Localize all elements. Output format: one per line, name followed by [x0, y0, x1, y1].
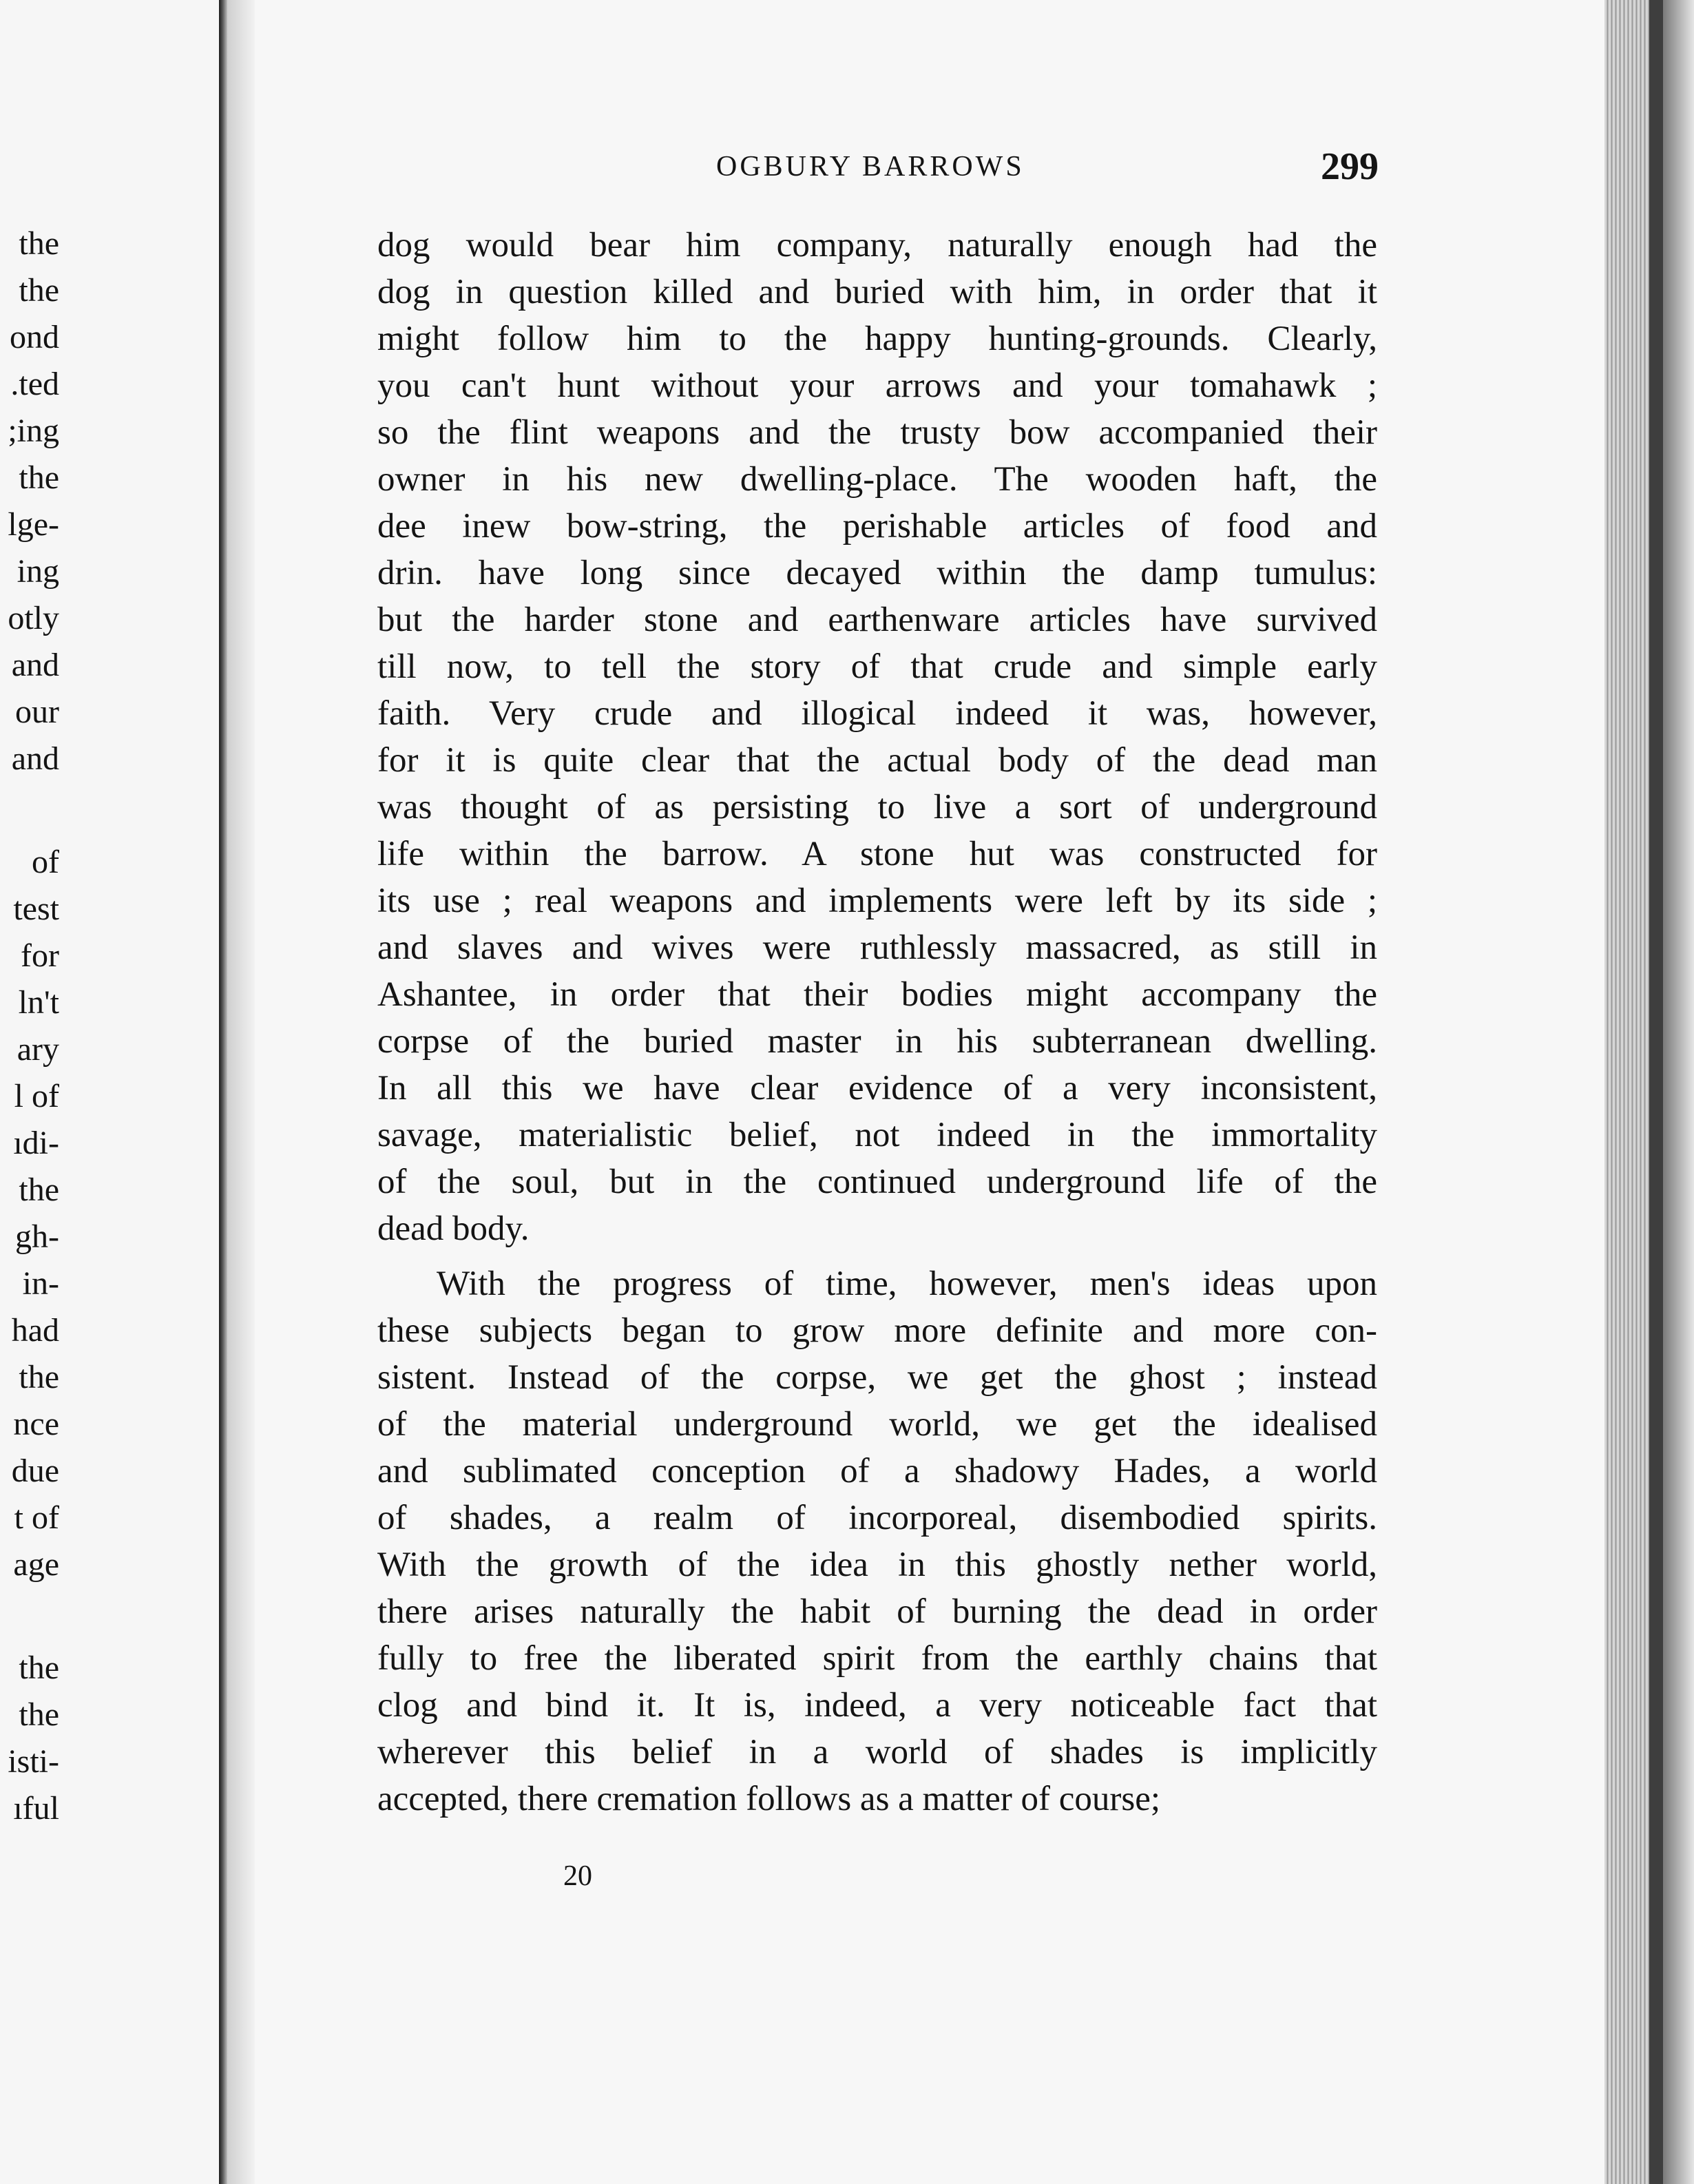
left-page-line-fragment: ing	[17, 553, 59, 590]
left-page-line-fragment: the	[19, 1172, 59, 1208]
gutter-shadow	[227, 0, 255, 2184]
text-line: drin. have long since decayed within the damp tumulus:	[377, 554, 1377, 592]
paragraph	[377, 222, 1377, 1252]
text-line: sistent. Instead of the corpse, we get the ghost ; instead	[377, 1358, 1377, 1397]
left-page-line-fragment: ln't	[18, 984, 59, 1021]
text-line: dog would bear him company, naturally enough had the	[377, 226, 1377, 264]
left-page-line-fragment: the	[19, 1650, 59, 1686]
text-line: life within the barrow. A stone hut was constructed for	[377, 835, 1377, 873]
left-page-line-fragment: ond	[10, 319, 59, 355]
text-line: corpse of the buried master in his subterranean dwelling.	[377, 1022, 1377, 1061]
text-line: wherever this belief in a world of shades is implicitly	[377, 1733, 1377, 1771]
left-page-line-fragment: ary	[17, 1031, 59, 1068]
text-line: and sublimated conception of a shadowy Hades, a world	[377, 1452, 1377, 1490]
text-line: In all this we have clear evidence of a very inconsistent,	[377, 1069, 1377, 1107]
left-page-line-fragment: nce	[13, 1406, 59, 1442]
text-line: accepted, there cremation follows as a matter of course;	[377, 1780, 1161, 1818]
left-page-line-fragment: and	[11, 647, 59, 683]
text-line: faith. Very crude and illogical indeed it was, however,	[377, 694, 1377, 733]
page-number: 299	[1321, 145, 1379, 188]
signature-mark: 20	[563, 1860, 592, 1892]
left-page-line-fragment: of	[32, 844, 59, 880]
text-line: but the harder stone and earthenware articles have survived	[377, 601, 1377, 639]
paragraph-gap	[377, 1252, 1377, 1260]
text-line: With the growth of the idea in this ghostly nether world,	[377, 1546, 1377, 1584]
text-line: owner in his new dwelling-place. The wooden haft, the	[377, 460, 1377, 499]
text-line: savage, materialistic belief, not indeed in the immortality	[377, 1116, 1377, 1154]
left-page-line-fragment: for	[21, 937, 59, 974]
left-page-line-fragment: the	[19, 459, 59, 496]
text-line: With the progress of time, however, men's ideas upon	[437, 1265, 1377, 1303]
text-line: you can't hunt without your arrows and your tomahawk ;	[377, 366, 1377, 405]
left-page-line-fragment: test	[13, 891, 59, 927]
body-text	[377, 222, 1377, 1822]
text-line: of the soul, but in the continued underground life of the	[377, 1163, 1377, 1201]
left-page-fragment	[0, 0, 219, 2184]
running-head: OGBURY BARROWS	[716, 151, 1025, 183]
left-page-line-fragment: had	[11, 1312, 59, 1349]
gutter-line	[219, 0, 227, 2184]
text-line: might follow him to the happy hunting-grounds. Clearly,	[377, 320, 1377, 358]
left-page-line-fragment: the	[19, 1359, 59, 1395]
left-page-line-fragment: due	[11, 1453, 59, 1489]
left-page-line-fragment: isti-	[8, 1743, 59, 1780]
paragraph	[377, 1260, 1377, 1822]
text-line: there arises naturally the habit of burning the dead in order	[377, 1592, 1377, 1631]
left-page-line-fragment: ıdi-	[13, 1125, 59, 1161]
text-line: and slaves and wives were ruthlessly massacred, as still in	[377, 928, 1377, 967]
left-page-line-fragment: ıful	[13, 1790, 59, 1827]
page-edge-shadow	[1649, 0, 1663, 2184]
text-line: Ashantee, in order that their bodies might accompany the	[377, 975, 1377, 1014]
left-page-line-fragment: and	[11, 740, 59, 777]
left-page-line-fragment: the	[19, 225, 59, 262]
text-line: till now, to tell the story of that crude and simple early	[377, 647, 1377, 686]
text-line: dee inew bow-string, the perishable articles of food and	[377, 507, 1377, 545]
text-line: of the material underground world, we get the idealised	[377, 1405, 1377, 1444]
left-page-line-fragment: age	[13, 1546, 59, 1583]
left-page-line-fragment: the	[19, 1696, 59, 1733]
left-page-line-fragment: ;ing	[8, 413, 59, 449]
text-line: was thought of as persisting to live a sort of underground	[377, 788, 1377, 826]
left-page-line-fragment: the	[19, 272, 59, 309]
text-line: of shades, a realm of incorporeal, disembodied spirits.	[377, 1499, 1377, 1537]
left-page-line-fragment: l of	[14, 1078, 59, 1114]
text-line: clog and bind it. It is, indeed, a very noticeable fact that	[377, 1686, 1377, 1725]
text-line: for it is quite clear that the actual body of the dead man	[377, 741, 1377, 780]
text-line: so the flint weapons and the trusty bow accompanied their	[377, 413, 1377, 452]
text-line: these subjects began to grow more definite and more con-	[377, 1311, 1377, 1350]
left-page-line-fragment: otly	[8, 600, 59, 636]
page-edge-outer	[1663, 0, 1694, 2184]
left-page-line-fragment: .ted	[10, 366, 59, 402]
left-page-line-fragment: in-	[22, 1265, 59, 1302]
left-page-line-fragment: lge-	[8, 506, 59, 543]
text-line: fully to free the liberated spirit from the earthly chains that	[377, 1639, 1377, 1678]
left-page-line-fragment: t of	[14, 1499, 59, 1536]
left-page-line-fragment: our	[15, 694, 59, 730]
text-line: dead body.	[377, 1209, 530, 1248]
text-line: dog in question killed and buried with him, in order that it	[377, 273, 1377, 311]
text-line: its use ; real weapons and implements were left by its side ;	[377, 882, 1377, 920]
left-page-line-fragment: gh-	[15, 1218, 59, 1255]
